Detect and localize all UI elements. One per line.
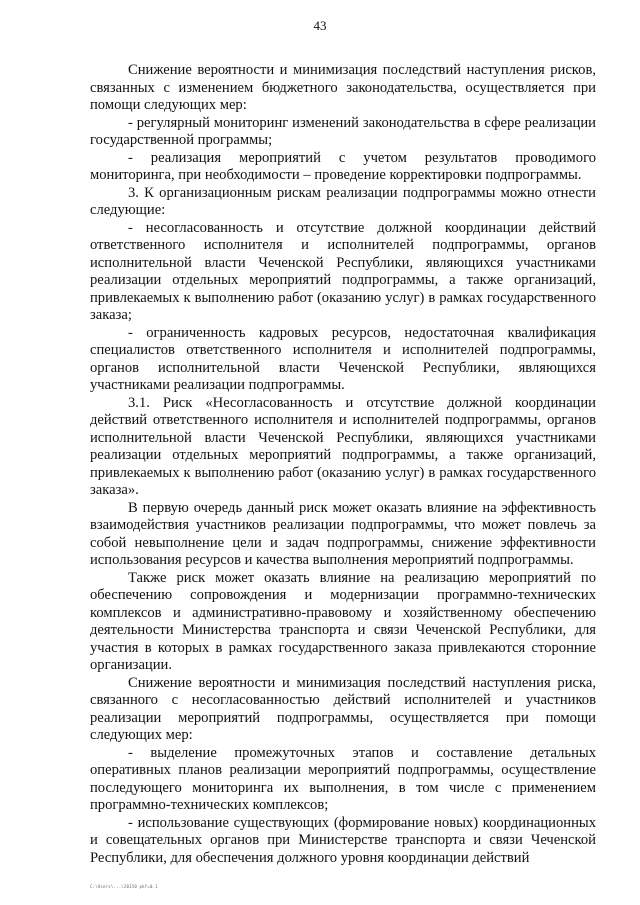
- paragraph: 3. К организационным рискам реализации подпрограммы можно отнести следующие:: [90, 184, 596, 218]
- document-body: [90, 62, 596, 867]
- paragraph: 3.1. Риск «Несогласованность и отсутствие должной координации действий ответственного исполнителя и исполнителей подпрограммы, органов исполнительной власти Чеченской Республики, являющихся участниками реализации отдельных мероприятий подпрограммы, а также организаций, привлекаемых к выполнению работ (оказанию услуг) в рамках государственного заказа».: [90, 394, 596, 498]
- paragraph: - несогласованность и отсутствие должной координации действий ответственного исполнителя и исполнителей подпрограммы, органов исполнительной власти Чеченской Республики, являющихся участниками реализации отдельных мероприятий подпрограммы, а также организаций, привлекаемых к выполнению работ (оказанию услуг) в рамках государственного заказа;: [90, 219, 596, 323]
- paragraph: - регулярный мониторинг изменений законодательства в сфере реализации государственной программы;: [90, 114, 596, 148]
- paragraph: В первую очередь данный риск может оказать влияние на эффективность взаимодействия участников реализации подпрограммы, что может повлечь за собой невыполнение цели и задач подпрограммы, снижение эффективности использования ресурсов и качества выполнения мероприятий подпрограммы.: [90, 499, 596, 568]
- paragraph: - ограниченность кадровых ресурсов, недостаточная квалификация специалистов ответственного исполнителя и исполнителей подпрограммы, органов исполнительной власти Чеченской Республики, являющихся участниками реализации подпрограммы.: [90, 324, 596, 393]
- paragraph: - реализация мероприятий с учетом результатов проводимого мониторинга, при необходимости – проведение корректировки подпрограммы.: [90, 149, 596, 183]
- paragraph: Снижение вероятности и минимизация последствий наступления рисков, связанных с изменением бюджетного законодательства, осуществляется при помощи следующих мер:: [90, 62, 596, 113]
- paragraph: Снижение вероятности и минимизация последствий наступления риска, связанного с несогласованностью действий исполнителей и участников реализации мероприятий подпрограммы, осуществляется при помощи следующих мер:: [90, 674, 596, 743]
- file-path-footer: С:\Users\...\20150 pkf=0.1: [90, 884, 158, 889]
- paragraph: - выделение промежуточных этапов и составление детальных оперативных планов реализации мероприятий подпрограммы, осуществление последующего мониторинга их выполнения, в том числе с применением программно-технических комплексов;: [90, 744, 596, 813]
- paragraph: Также риск может оказать влияние на реализацию мероприятий по обеспечению сопровождения и модернизации программно-технических комплексов и административно-правовому и хозяйственному обеспечению деятельности Министерства транспорта и связи Чеченской Республики, для участия в которых в рамках государственного заказа привлекаются сторонние организации.: [90, 569, 596, 673]
- paragraph: - использование существующих (формирование новых) координационных и совещательных органов при Министерстве транспорта и связи Чеченской Республики, для обеспечения должного уровня координации действий: [90, 814, 596, 866]
- page-number: 43: [313, 18, 327, 33]
